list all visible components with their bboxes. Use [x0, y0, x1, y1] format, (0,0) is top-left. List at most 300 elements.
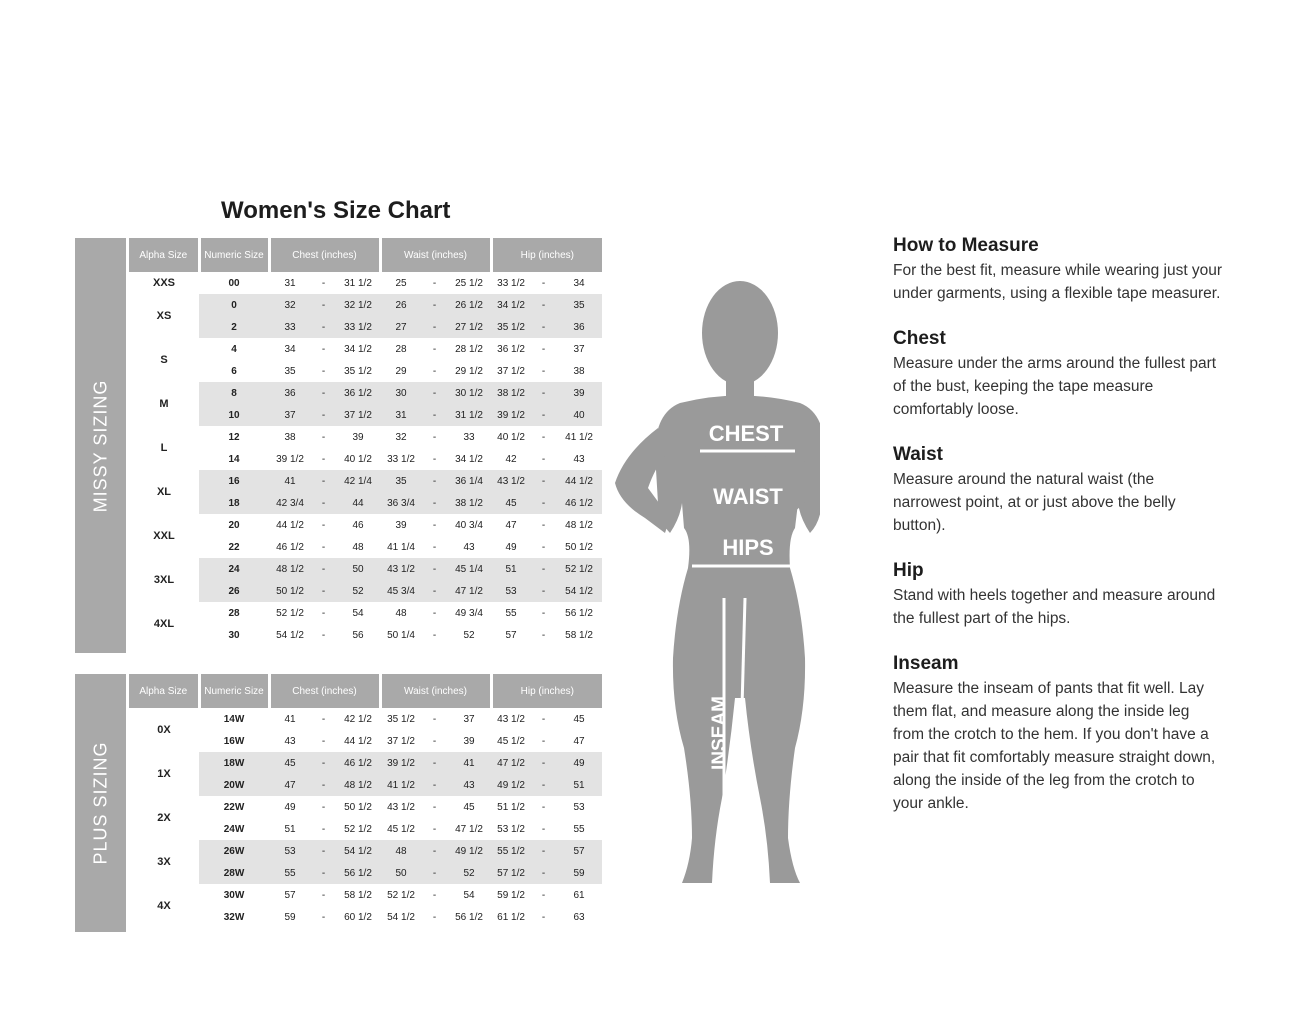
waist-max-cell: 25 1/2: [455, 277, 483, 289]
waist-min-cell: 48: [380, 840, 422, 862]
dash-cell: -: [311, 580, 336, 602]
numeric-size-cell: 28: [228, 607, 240, 619]
waist-max-cell: 34 1/2: [455, 453, 483, 465]
dash-cell: -: [531, 404, 556, 426]
chest-min-cell: 57: [284, 889, 296, 901]
inseam-section: [893, 653, 1223, 815]
dash-cell: -: [541, 343, 546, 355]
chest-max-cell: 31 1/2: [344, 277, 372, 289]
table-row: [129, 708, 602, 730]
alpha-size-cell: M: [129, 382, 199, 426]
dash-cell: -: [541, 453, 546, 465]
dash-cell: -: [541, 365, 546, 377]
dash-cell: -: [541, 277, 546, 289]
dash-cell: -: [531, 774, 556, 796]
hip-max-cell: 49: [556, 752, 602, 774]
dash-cell: -: [311, 470, 336, 492]
dash-cell: -: [541, 911, 546, 923]
chest-max-cell: 48: [352, 541, 364, 553]
dash-cell: -: [432, 365, 437, 377]
table-row: [129, 338, 602, 360]
dash-cell: -: [531, 492, 556, 514]
table-row: [129, 404, 602, 426]
hip-max-cell: 39: [556, 382, 602, 404]
dash-cell: -: [422, 840, 447, 862]
dash-cell: -: [422, 382, 447, 404]
table-row: [129, 360, 602, 382]
hip-max-cell: 61: [573, 889, 585, 901]
dash-cell: -: [432, 453, 437, 465]
chest-min-cell: 50 1/2: [269, 580, 311, 602]
chest-min-cell: 36: [269, 382, 311, 404]
hip-min-cell: 57: [505, 629, 517, 641]
hip-section: [893, 560, 1223, 630]
section-text: Measure around the natural waist (the narrowest point, at or just above the belly button).: [893, 471, 1176, 534]
dash-cell: -: [311, 840, 336, 862]
hip-max-cell: 47: [573, 735, 585, 747]
numeric-size-cell: 0: [199, 294, 269, 316]
table-row: [129, 884, 602, 906]
dash-cell: -: [321, 343, 326, 355]
dash-cell: -: [541, 735, 546, 747]
dash-cell: -: [422, 404, 447, 426]
numeric-size-cell: 30W: [223, 889, 245, 901]
chest-min-cell: 39 1/2: [276, 453, 304, 465]
header-alpha-size: Alpha Size: [129, 238, 199, 272]
chest-min-cell: 31: [284, 277, 296, 289]
hip-max-cell: 63: [573, 911, 585, 923]
chest-max-cell: 54: [352, 607, 364, 619]
alpha-size-cell: XL: [129, 470, 199, 514]
chest-label: CHEST: [708, 421, 784, 446]
waist-min-cell: 45 1/2: [387, 823, 415, 835]
hip-max-cell: 48 1/2: [565, 519, 593, 531]
numeric-size-cell: 2: [199, 316, 269, 338]
waist-min-cell: 48: [395, 607, 407, 619]
hip-min-cell: 33 1/2: [497, 277, 525, 289]
waist-min-cell: 50: [380, 862, 422, 884]
hip-max-cell: 52 1/2: [556, 558, 602, 580]
dash-cell: -: [432, 343, 437, 355]
dash-cell: -: [422, 558, 447, 580]
chest-min-cell: 47: [269, 774, 311, 796]
waist-min-cell: 35: [380, 470, 422, 492]
dash-cell: -: [321, 801, 326, 813]
dash-cell: -: [432, 607, 437, 619]
table-row: [129, 774, 602, 796]
table-row: [129, 316, 602, 338]
how-to-measure-panel: [893, 235, 1223, 838]
hip-min-cell: 47: [505, 519, 517, 531]
hip-min-cell: 49: [505, 541, 517, 553]
waist-max-cell: 29 1/2: [455, 365, 483, 377]
waist-max-cell: 40 3/4: [455, 519, 483, 531]
dash-cell: -: [541, 431, 546, 443]
hip-min-cell: 51: [491, 558, 531, 580]
waist-max-cell: 27 1/2: [447, 316, 491, 338]
header-chest: Chest (inches): [269, 674, 380, 708]
waist-min-cell: 41 1/2: [380, 774, 422, 796]
waist-min-cell: 25: [395, 277, 407, 289]
waist-max-cell: 49 1/2: [447, 840, 491, 862]
waist-min-cell: 32: [395, 431, 407, 443]
chest-max-cell: 35 1/2: [344, 365, 372, 377]
waist-min-cell: 43 1/2: [387, 801, 415, 813]
dash-cell: -: [321, 823, 326, 835]
header-hip: Hip (inches): [491, 674, 602, 708]
dash-cell: -: [321, 629, 326, 641]
table-row: [129, 862, 602, 884]
table-row: [129, 558, 602, 580]
dash-cell: -: [311, 492, 336, 514]
hip-max-cell: 46 1/2: [556, 492, 602, 514]
dash-cell: -: [321, 365, 326, 377]
waist-max-cell: 33: [463, 431, 475, 443]
table-row: [129, 294, 602, 316]
missy-sizing-label: MISSY SIZING: [75, 238, 126, 653]
numeric-size-cell: 28W: [199, 862, 269, 884]
alpha-size-cell: 4XL: [129, 602, 199, 646]
hip-min-cell: 35 1/2: [491, 316, 531, 338]
chest-min-cell: 41: [269, 470, 311, 492]
dash-cell: -: [531, 862, 556, 884]
numeric-size-cell: 18: [199, 492, 269, 514]
waist-min-cell: 52 1/2: [387, 889, 415, 901]
numeric-size-cell: 32W: [223, 911, 245, 923]
dash-cell: -: [422, 752, 447, 774]
numeric-size-cell: 14: [228, 453, 240, 465]
dash-cell: -: [432, 519, 437, 531]
hip-min-cell: 38 1/2: [491, 382, 531, 404]
hip-min-cell: 39 1/2: [491, 404, 531, 426]
dash-cell: -: [422, 774, 447, 796]
waist-min-cell: 33 1/2: [387, 453, 415, 465]
dash-cell: -: [321, 541, 326, 553]
dash-cell: -: [311, 294, 336, 316]
numeric-size-cell: 30: [228, 629, 240, 641]
dash-cell: -: [531, 316, 556, 338]
chest-min-cell: 54 1/2: [276, 629, 304, 641]
chest-min-cell: 41: [284, 713, 296, 725]
alpha-size-cell: 3X: [129, 840, 199, 884]
chest-max-cell: 44 1/2: [344, 735, 372, 747]
chest-max-cell: 56: [352, 629, 364, 641]
section-heading: How to Measure: [893, 235, 1039, 256]
alpha-size-cell: 4X: [129, 884, 199, 928]
section-heading: Chest: [893, 328, 946, 349]
hip-min-cell: 55: [505, 607, 517, 619]
chest-min-cell: 49: [284, 801, 296, 813]
header-waist: Waist (inches): [380, 674, 491, 708]
header-numeric-size: Numeric Size: [199, 674, 269, 708]
hip-min-cell: 49 1/2: [491, 774, 531, 796]
waist-max-cell: 52: [447, 862, 491, 884]
table-row: [129, 624, 602, 646]
numeric-size-cell: 22: [228, 541, 240, 553]
hip-max-cell: 54 1/2: [556, 580, 602, 602]
waist-min-cell: 41 1/4: [387, 541, 415, 553]
numeric-size-cell: 26W: [199, 840, 269, 862]
hip-max-cell: 44 1/2: [556, 470, 602, 492]
chest-min-cell: 32: [269, 294, 311, 316]
alpha-size-cell: XXL: [129, 514, 199, 558]
chest-max-cell: 50: [336, 558, 380, 580]
plus-sizing-label: PLUS SIZING: [75, 674, 126, 932]
waist-label: WAIST: [713, 484, 783, 509]
dash-cell: -: [321, 713, 326, 725]
waist-max-cell: 47 1/2: [455, 823, 483, 835]
hip-min-cell: 36 1/2: [497, 343, 525, 355]
chest-max-cell: 40 1/2: [344, 453, 372, 465]
table-row: [129, 426, 602, 448]
table-row: [129, 382, 602, 404]
numeric-size-cell: 16: [199, 470, 269, 492]
waist-max-cell: 36 1/4: [447, 470, 491, 492]
header-alpha-size: Alpha Size: [129, 674, 199, 708]
waist-max-cell: 37: [463, 713, 475, 725]
header-numeric-size: Numeric Size: [199, 238, 269, 272]
waist-max-cell: 45 1/4: [447, 558, 491, 580]
waist-max-cell: 39: [463, 735, 475, 747]
dash-cell: -: [531, 752, 556, 774]
hip-max-cell: 37: [573, 343, 585, 355]
alpha-size-cell: XS: [129, 294, 199, 338]
chest-section: [893, 328, 1223, 421]
numeric-size-cell: 14W: [223, 713, 245, 725]
dash-cell: -: [432, 823, 437, 835]
waist-max-cell: 30 1/2: [447, 382, 491, 404]
dash-cell: -: [541, 519, 546, 531]
dash-cell: -: [531, 580, 556, 602]
table-row: [129, 272, 602, 294]
waist-min-cell: 39: [395, 519, 407, 531]
page-title: Women's Size Chart: [221, 197, 451, 224]
header-chest: Chest (inches): [269, 238, 380, 272]
alpha-size-cell: 2X: [129, 796, 199, 840]
table-row: [129, 818, 602, 840]
hip-max-cell: 58 1/2: [565, 629, 593, 641]
hip-min-cell: 53: [491, 580, 531, 602]
inseam-label: INSEAM: [709, 696, 730, 770]
waist-min-cell: 31: [380, 404, 422, 426]
numeric-size-cell: 6: [231, 365, 237, 377]
dash-cell: -: [321, 519, 326, 531]
hip-min-cell: 43 1/2: [497, 713, 525, 725]
numeric-size-cell: 20W: [199, 774, 269, 796]
chest-min-cell: 59: [284, 911, 296, 923]
hip-max-cell: 53: [573, 801, 585, 813]
waist-min-cell: 30: [380, 382, 422, 404]
hips-label: HIPS: [722, 535, 774, 560]
numeric-size-cell: 24: [199, 558, 269, 580]
waist-min-cell: 28: [395, 343, 407, 355]
waist-max-cell: 38 1/2: [447, 492, 491, 514]
dash-cell: -: [321, 911, 326, 923]
how-to-measure-section: [893, 235, 1223, 305]
chest-min-cell: 48 1/2: [269, 558, 311, 580]
chest-max-cell: 50 1/2: [344, 801, 372, 813]
hip-max-cell: 55: [573, 823, 585, 835]
chest-min-cell: 34: [284, 343, 296, 355]
alpha-size-cell: 1X: [129, 752, 199, 796]
hip-max-cell: 38: [573, 365, 585, 377]
dash-cell: -: [311, 382, 336, 404]
dash-cell: -: [432, 801, 437, 813]
section-heading: Inseam: [893, 653, 959, 674]
dash-cell: -: [321, 735, 326, 747]
chest-min-cell: 46 1/2: [276, 541, 304, 553]
dash-cell: -: [422, 580, 447, 602]
hip-min-cell: 43 1/2: [491, 470, 531, 492]
numeric-size-cell: 4: [231, 343, 237, 355]
dash-cell: -: [311, 558, 336, 580]
table-row: [129, 796, 602, 818]
waist-max-cell: 41: [447, 752, 491, 774]
alpha-size-cell: L: [129, 426, 199, 470]
hip-min-cell: 34 1/2: [491, 294, 531, 316]
hip-min-cell: 61 1/2: [497, 911, 525, 923]
chest-max-cell: 52: [336, 580, 380, 602]
chest-max-cell: 44: [336, 492, 380, 514]
section-heading: Waist: [893, 444, 943, 465]
dash-cell: -: [432, 541, 437, 553]
numeric-size-cell: 8: [199, 382, 269, 404]
section-text: Measure under the arms around the fullest part of the bust, keeping the tape measure comfortably loose.: [893, 355, 1217, 418]
header-hip: Hip (inches): [491, 238, 602, 272]
waist-min-cell: 50 1/4: [387, 629, 415, 641]
hip-max-cell: 43: [573, 453, 585, 465]
chest-min-cell: 38: [284, 431, 296, 443]
table-row: [129, 730, 602, 752]
hip-min-cell: 51 1/2: [497, 801, 525, 813]
chest-min-cell: 55: [269, 862, 311, 884]
hip-min-cell: 45 1/2: [497, 735, 525, 747]
dash-cell: -: [531, 294, 556, 316]
table-row: [129, 536, 602, 558]
table-row: [129, 906, 602, 928]
chest-min-cell: 44 1/2: [276, 519, 304, 531]
dash-cell: -: [531, 382, 556, 404]
waist-min-cell: 39 1/2: [380, 752, 422, 774]
table-row: [129, 580, 602, 602]
chest-max-cell: 39: [352, 431, 364, 443]
chest-max-cell: 48 1/2: [336, 774, 380, 796]
hip-max-cell: 34: [573, 277, 585, 289]
chest-max-cell: 42 1/2: [344, 713, 372, 725]
chest-max-cell: 32 1/2: [336, 294, 380, 316]
dash-cell: -: [321, 453, 326, 465]
dash-cell: -: [422, 316, 447, 338]
waist-max-cell: 54: [463, 889, 475, 901]
dash-cell: -: [321, 607, 326, 619]
section-text: For the best fit, measure while wearing just your under garments, using a flexible tape measurer.: [893, 262, 1223, 302]
hip-max-cell: 50 1/2: [565, 541, 593, 553]
table-row: [129, 448, 602, 470]
waist-max-cell: 49 3/4: [455, 607, 483, 619]
numeric-size-cell: 10: [199, 404, 269, 426]
table-row: [129, 514, 602, 536]
chest-min-cell: 33: [269, 316, 311, 338]
dash-cell: -: [311, 774, 336, 796]
dash-cell: -: [541, 629, 546, 641]
numeric-size-cell: 16W: [223, 735, 245, 747]
chest-max-cell: 46: [352, 519, 364, 531]
dash-cell: -: [531, 840, 556, 862]
alpha-size-cell: 3XL: [129, 558, 199, 602]
dash-cell: -: [541, 823, 546, 835]
hip-max-cell: 57: [556, 840, 602, 862]
waist-max-cell: 45: [463, 801, 475, 813]
dash-cell: -: [541, 607, 546, 619]
section-text: Measure the inseam of pants that fit well. Lay them flat, and measure along the inside leg from the crotch to the hem. If you don't have a pair that fit comfortably measure straight down, along the inside of the leg from the crotch to your ankle.: [893, 680, 1216, 812]
chest-max-cell: 56 1/2: [336, 862, 380, 884]
hip-max-cell: 56 1/2: [565, 607, 593, 619]
waist-max-cell: 43: [447, 774, 491, 796]
chest-min-cell: 45: [269, 752, 311, 774]
chest-max-cell: 46 1/2: [336, 752, 380, 774]
numeric-size-cell: 00: [228, 277, 240, 289]
hip-min-cell: 37 1/2: [497, 365, 525, 377]
dash-cell: -: [422, 492, 447, 514]
dash-cell: -: [422, 862, 447, 884]
section-text: Stand with heels together and measure around the fullest part of the hips.: [893, 587, 1216, 627]
hip-min-cell: 47 1/2: [491, 752, 531, 774]
table-row: [129, 840, 602, 862]
waist-max-cell: 56 1/2: [455, 911, 483, 923]
waist-max-cell: 43: [463, 541, 475, 553]
dash-cell: -: [432, 735, 437, 747]
hip-min-cell: 42: [505, 453, 517, 465]
dash-cell: -: [432, 277, 437, 289]
hip-max-cell: 51: [556, 774, 602, 796]
body-silhouette-figure: [610, 278, 820, 890]
waist-section: [893, 444, 1223, 537]
dash-cell: -: [311, 316, 336, 338]
plus-size-table: [129, 674, 602, 928]
hip-min-cell: 57 1/2: [491, 862, 531, 884]
dash-cell: -: [541, 889, 546, 901]
table-row: [129, 602, 602, 624]
chest-max-cell: 37 1/2: [336, 404, 380, 426]
waist-min-cell: 43 1/2: [380, 558, 422, 580]
waist-max-cell: 47 1/2: [447, 580, 491, 602]
hip-min-cell: 40 1/2: [497, 431, 525, 443]
waist-min-cell: 26: [380, 294, 422, 316]
waist-min-cell: 36 3/4: [380, 492, 422, 514]
alpha-size-cell: S: [129, 338, 199, 382]
waist-min-cell: 35 1/2: [387, 713, 415, 725]
dash-cell: -: [311, 404, 336, 426]
chest-min-cell: 42 3/4: [269, 492, 311, 514]
numeric-size-cell: 24W: [223, 823, 245, 835]
chest-min-cell: 35: [284, 365, 296, 377]
chest-max-cell: 60 1/2: [344, 911, 372, 923]
dash-cell: -: [541, 541, 546, 553]
table-row: [129, 752, 602, 774]
dash-cell: -: [311, 862, 336, 884]
dash-cell: -: [432, 629, 437, 641]
header-waist: Waist (inches): [380, 238, 491, 272]
chest-min-cell: 43: [284, 735, 296, 747]
alpha-size-cell: XXS: [129, 272, 199, 294]
dash-cell: -: [531, 558, 556, 580]
hip-max-cell: 40: [556, 404, 602, 426]
waist-min-cell: 29: [395, 365, 407, 377]
waist-min-cell: 54 1/2: [387, 911, 415, 923]
dash-cell: -: [541, 713, 546, 725]
chest-min-cell: 37: [269, 404, 311, 426]
chest-max-cell: 54 1/2: [336, 840, 380, 862]
